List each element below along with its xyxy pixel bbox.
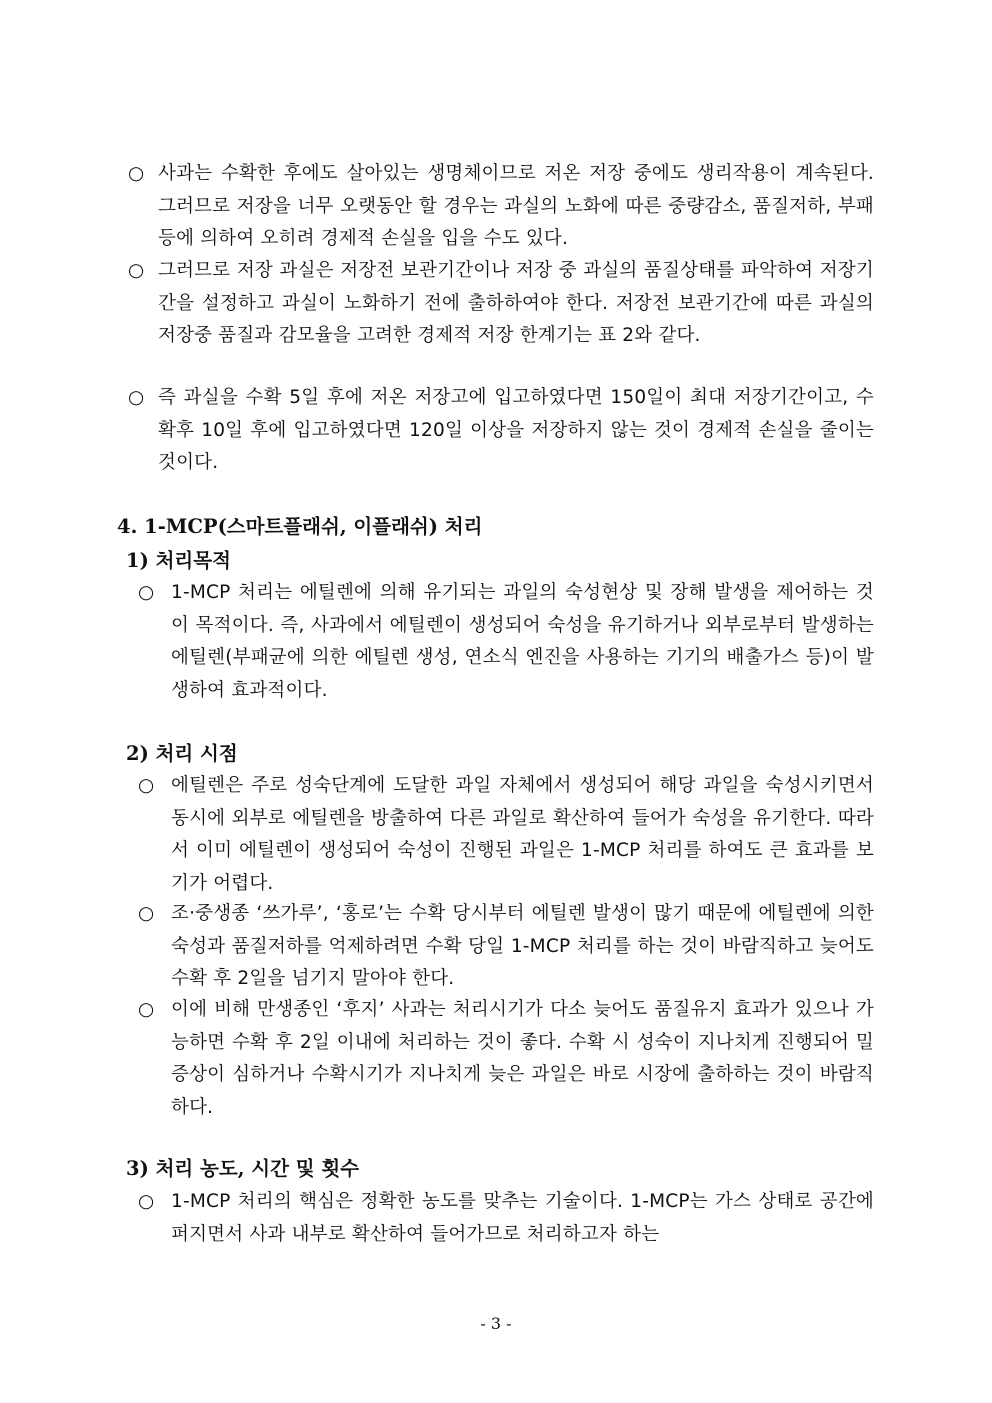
paragraph-text: 조·중생종 ‘쓰가루’, ‘홍로’는 수확 당시부터 에틸렌 발생이 많기 때문에 에틸렌에 의한 숙성과 품질저하를 억제하려면 수확 당일 1-MCP 처리를 하는 것이 바람직하고 늦어도 수확 후 2일을 넘기지 말아야 한다. xyxy=(171,903,874,989)
bullet-circle-icon: ○ xyxy=(138,903,155,924)
paragraph-text: 1-MCP 처리는 에틸렌에 의해 유기되는 과일의 숙성현상 및 장해 발생을 제어하는 것이 목적이다. 즉, 사과에서 에틸렌이 생성되어 숙성을 유기하거나 외부로부터 발생하는 에틸렌(부패균에 의한 에틸렌 생성, 연소식 엔진을 사용하는 기기의 배출가스 등)이 발생하여 효과적이다. xyxy=(171,582,874,701)
paragraph-text: 즉 과실을 수확 5일 후에 저온 저장고에 입고하였다면 150일이 최대 저장기간이고, 수확후 10일 후에 입고하였다면 120일 이상을 저장하지 않는 것이 경제적 손실을 줄이는 것이다. xyxy=(158,387,874,473)
paragraph-text: 에틸렌은 주로 성숙단계에 도달한 과일 자체에서 생성되어 해당 과일을 숙성시키면서 동시에 외부로 에틸렌을 방출하여 다른 과일로 확산하여 들어가 숙성을 유기한다. 따라서 이미 에틸렌이 생성되어 숙성이 진행된 과일은 1-MCP 처리를 하여도 큰 효과를 보기가 어렵다. xyxy=(171,775,874,894)
intro-paragraph-3 xyxy=(128,382,874,480)
section-heading: 4. 1-MCP(스마트플래쉬, 이플래쉬) 처리 xyxy=(117,515,483,538)
page-number: - 3 - xyxy=(480,1314,512,1333)
bullet-circle-icon: ○ xyxy=(138,1191,155,1212)
concentration-paragraph-1 xyxy=(138,1186,874,1251)
bullet-circle-icon: ○ xyxy=(138,582,155,603)
bullet-circle-icon: ○ xyxy=(138,775,155,796)
paragraph-text: 이에 비해 만생종인 ‘후지’ 사과는 처리시기가 다소 늦어도 품질유지 효과가 있으나 가능하면 수확 후 2일 이내에 처리하는 것이 좋다. 수확 시 성숙이 지나치게 진행되어 밀 증상이 심하거나 수확시기가 지나치게 늦은 과일은 바로 시장에 출하하는 것이 바람직하다. xyxy=(171,999,874,1118)
timing-paragraph-3 xyxy=(138,994,874,1124)
intro-paragraph-1 xyxy=(128,158,874,256)
bullet-circle-icon: ○ xyxy=(128,163,145,184)
intro-paragraph-2 xyxy=(128,255,874,353)
subsection-heading-timing: 2) 처리 시점 xyxy=(126,742,238,765)
bullet-circle-icon: ○ xyxy=(128,260,145,281)
timing-paragraph-1 xyxy=(138,770,874,900)
paragraph-text: 그러므로 저장 과실은 저장전 보관기간이나 저장 중 과실의 품질상태를 파악하여 저장기간을 설정하고 과실이 노화하기 전에 출하하여야 한다. 저장전 보관기간에 따른 과실의 저장중 품질과 감모율을 고려한 경제적 저장 한계기는 표 2와 같다. xyxy=(158,260,874,346)
paragraph-text: 사과는 수확한 후에도 살아있는 생명체이므로 저온 저장 중에도 생리작용이 계속된다. 그러므로 저장을 너무 오랫동안 할 경우는 과실의 노화에 따른 중량감소, 품질저하, 부패 등에 의하여 오히려 경제적 손실을 입을 수도 있다. xyxy=(158,163,874,249)
subsection-heading-concentration: 3) 처리 농도, 시간 및 횟수 xyxy=(126,1157,360,1180)
paragraph-text: 1-MCP 처리의 핵심은 정확한 농도를 맞추는 기술이다. 1-MCP는 가스 상태로 공간에 퍼지면서 사과 내부로 확산하여 들어가므로 처리하고자 하는 xyxy=(171,1191,874,1245)
timing-paragraph-2 xyxy=(138,898,874,996)
subsection-heading-purpose: 1) 처리목적 xyxy=(126,549,231,572)
purpose-paragraph-1 xyxy=(138,577,874,707)
bullet-circle-icon: ○ xyxy=(128,387,145,408)
bullet-circle-icon: ○ xyxy=(138,999,155,1020)
